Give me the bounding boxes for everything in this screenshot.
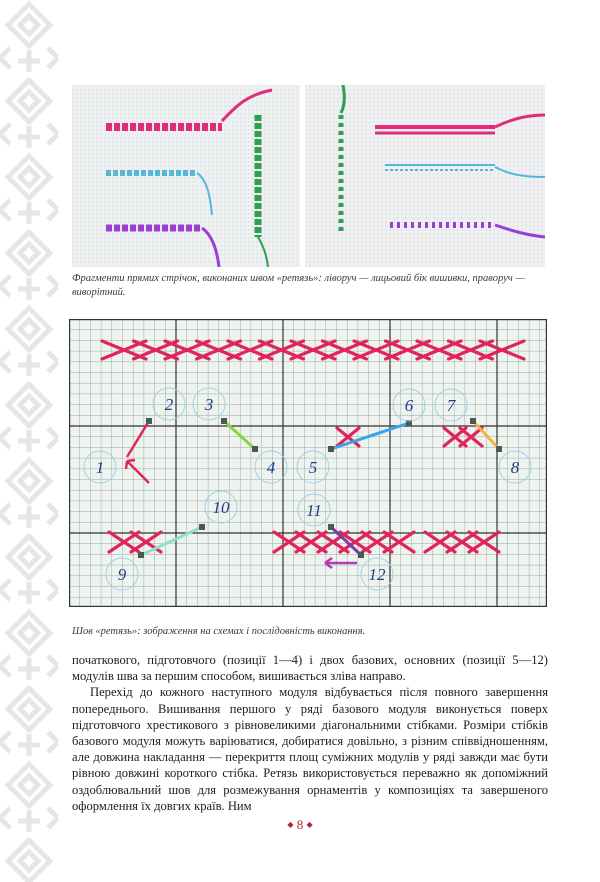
side-ornament [0, 0, 58, 882]
needle-point [470, 418, 476, 424]
arrow-head [127, 460, 135, 461]
stitch-diagram [69, 319, 547, 607]
needle-point [221, 418, 227, 424]
needle-point [199, 524, 205, 530]
ornament-dot-right: ◆ [306, 820, 313, 829]
step-label: 4 [266, 458, 276, 477]
photo-caption: Фрагменти прямих стрічок, виконаних швом «ретязь»: ліворуч — лицьовий бік вишивки, праворуч — виворітний. [72, 273, 525, 298]
step-label: 7 [446, 396, 456, 415]
embroidery-photo-back [305, 85, 545, 267]
step-label: 10 [212, 498, 230, 517]
page-number [280, 817, 320, 833]
needle-point [328, 524, 334, 530]
step-label: 8 [510, 458, 520, 477]
needle-point [358, 552, 364, 558]
step-label: 2 [164, 395, 174, 414]
step-label: 1 [95, 458, 105, 477]
needle-point [252, 446, 258, 452]
arrow-head [126, 461, 127, 469]
step-label: 12 [368, 565, 386, 584]
step-label: 3 [204, 395, 214, 414]
paragraph: початкового, підготовчого (позиції 1—4) і двох базових, основних (позиції 5—12) модулів шва за першим способом, вишивається зліва направо. [72, 653, 548, 684]
needle-point [328, 446, 334, 452]
needle-point [496, 446, 502, 452]
body-text [72, 652, 548, 814]
diagram-caption: Шов «ретязь»: зображення на схемах і послідовність виконання. [72, 626, 366, 637]
needle-point [146, 418, 152, 424]
step-label: 9 [117, 565, 127, 584]
step-label: 5 [308, 458, 318, 477]
embroidery-photo-front [72, 85, 300, 267]
step-label: 6 [404, 396, 414, 415]
needle-point [138, 552, 144, 558]
ornament-dot-left: ◆ [287, 820, 294, 829]
page-number-value: 8 [296, 817, 304, 832]
paragraph: Перехід до кожного наступного модуля відбувається після повного завершення попереднього. Вишивання першого у ряді базового модуля виконується поверх підготовчого хрестикового з рівновеликими діагональними стібками. Розміри стібків базового модуля можуть варіюватися, добиратися довільно, з різним співвідношенням, але довжина накладання — перекриття площ суміжних модулів у ряді завжди має бути рівною довжині короткого стібка. Ретязь використовується переважно як допоміжний оздоблювальний шов для розмежування орнаментів у композиціях та завершеного оформлення їх довгих країв. Ним [72, 685, 548, 813]
step-label: 11 [306, 501, 322, 520]
